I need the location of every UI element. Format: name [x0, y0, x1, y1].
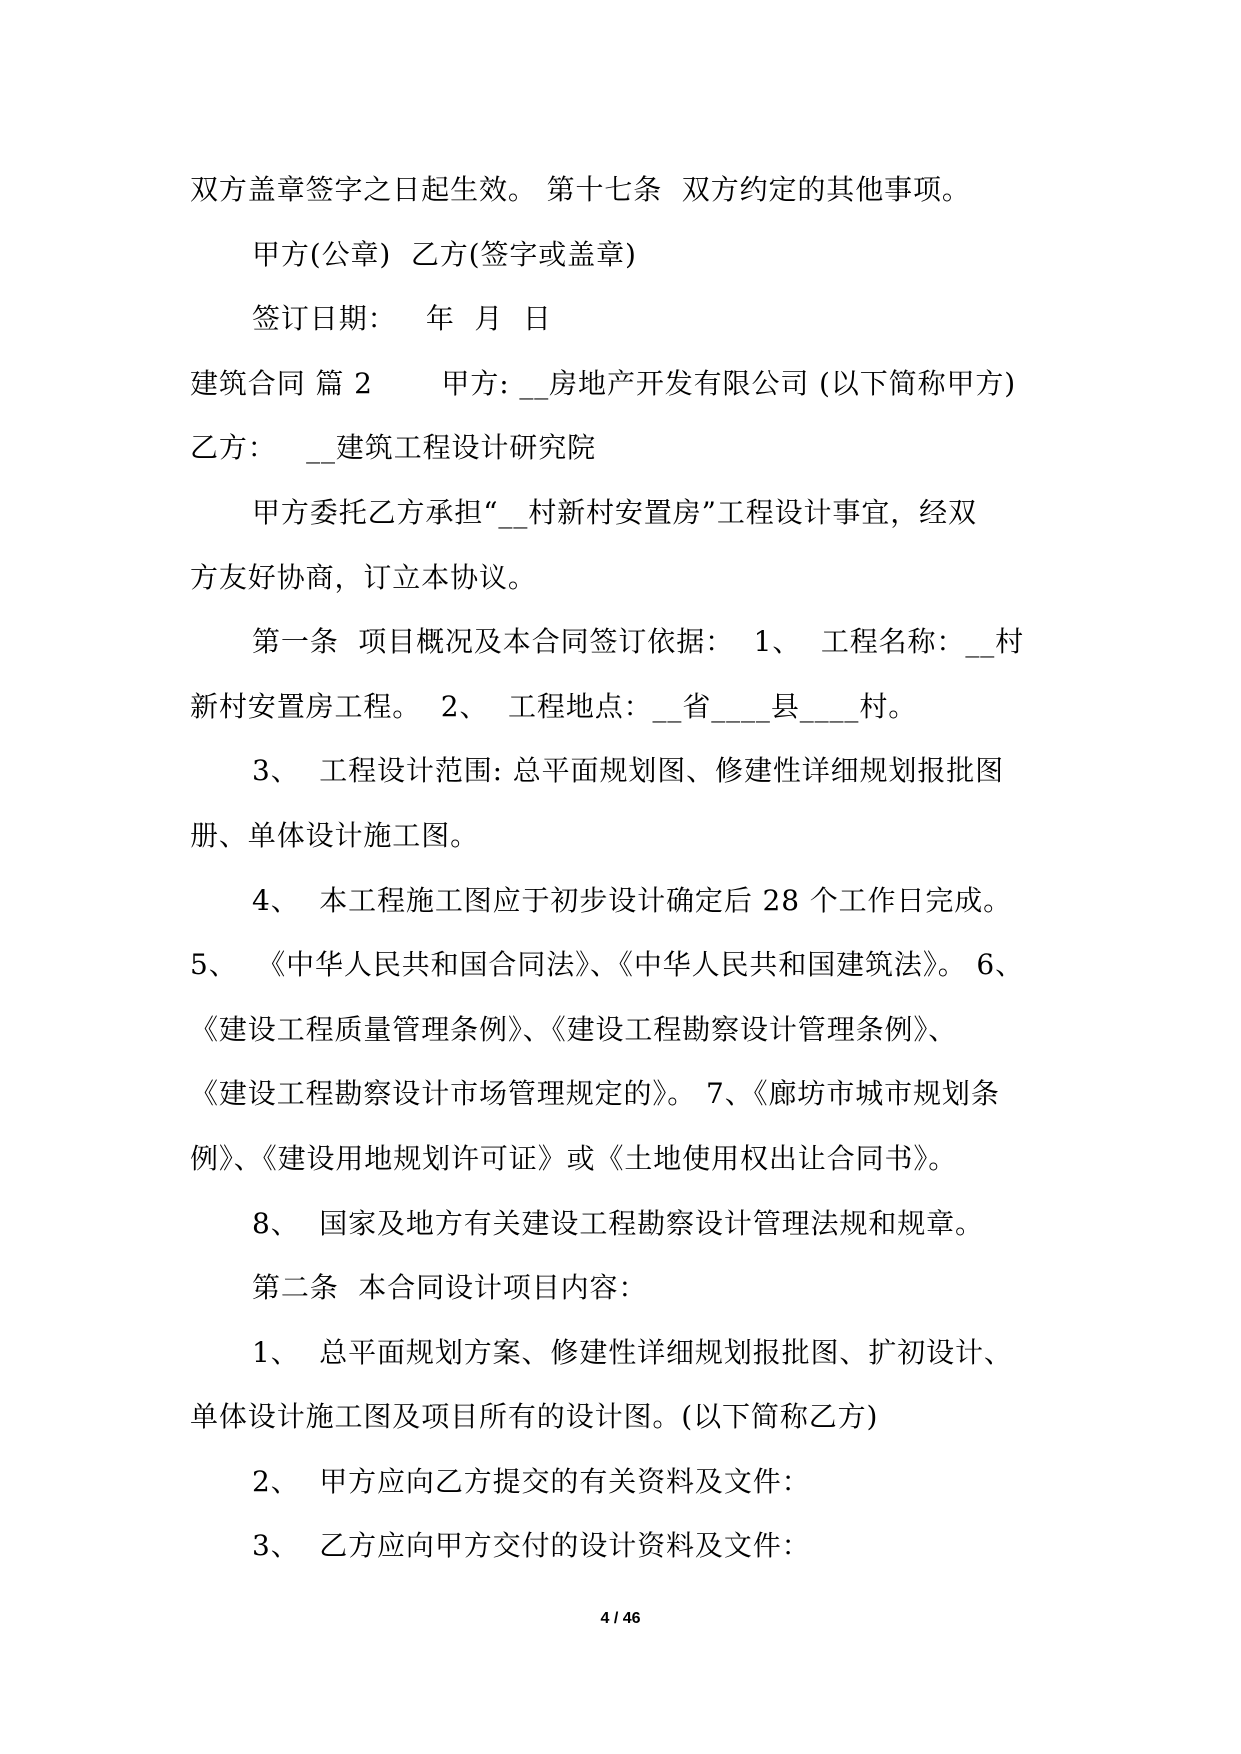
text-line: 甲方委托乙方承担“__村新村安置房”工程设计事宜，经双	[252, 495, 977, 529]
text-line: 5、 《中华人民共和国合同法》、《中华人民共和国建筑法》。 6、	[190, 948, 1025, 982]
text-line: 单体设计施工图及项目所有的设计图。(以下简称乙方)	[190, 1400, 879, 1434]
text-line: 甲方(公章) 乙方(签字或盖章)	[252, 237, 637, 271]
text-line: 《建设工程质量管理条例》、《建设工程勘察设计管理条例》、	[190, 1012, 958, 1046]
text-line: 方友好协商，订立本协议。	[190, 560, 537, 594]
text-line: 新村安置房工程。 2、 工程地点：__省____县____村。	[190, 689, 918, 723]
text-line: 1、 总平面规划方案、修建性详细规划报批图、扩初设计、	[252, 1335, 1013, 1369]
text-line: 3、 乙方应向甲方交付的设计资料及文件：	[252, 1529, 811, 1563]
document-body	[190, 158, 1060, 1579]
text-line: 例》、《建设用地规划许可证》或《土地使用权出让合同书》。	[190, 1141, 958, 1175]
text-line: 2、 甲方应向乙方提交的有关资料及文件：	[252, 1464, 811, 1498]
text-line: 签订日期： 年 月 日	[252, 302, 552, 336]
text-line: 3、 工程设计范围: 总平面规划图、修建性详细规划报批图	[252, 754, 1005, 788]
page-number: 4 / 46	[600, 1610, 641, 1627]
text-line: 第二条 本合同设计项目内容：	[252, 1271, 648, 1305]
text-line: 双方盖章签字之日起生效。 第十七条 双方约定的其他事项。	[190, 173, 971, 206]
text-line: 8、 国家及地方有关建设工程勘察设计管理法规和规章。	[252, 1206, 984, 1240]
text-line: 《建设工程勘察设计市场管理规定的》。 7、《廊坊市城市规划条	[190, 1077, 1000, 1111]
text-line: 乙方： __建筑工程设计研究院	[190, 431, 597, 465]
text-line: 4、 本工程施工图应于初步设计确定后 28 个工作日完成。	[252, 883, 1013, 917]
text-line: 册、单体设计施工图。	[190, 818, 480, 852]
text-line: 第一条 项目概况及本合同签订依据： 1、 工程名称：__村	[252, 625, 1025, 659]
text-line: 建筑合同 篇 2 甲方: __房地产开发有限公司 (以下简称甲方)	[190, 366, 1017, 400]
